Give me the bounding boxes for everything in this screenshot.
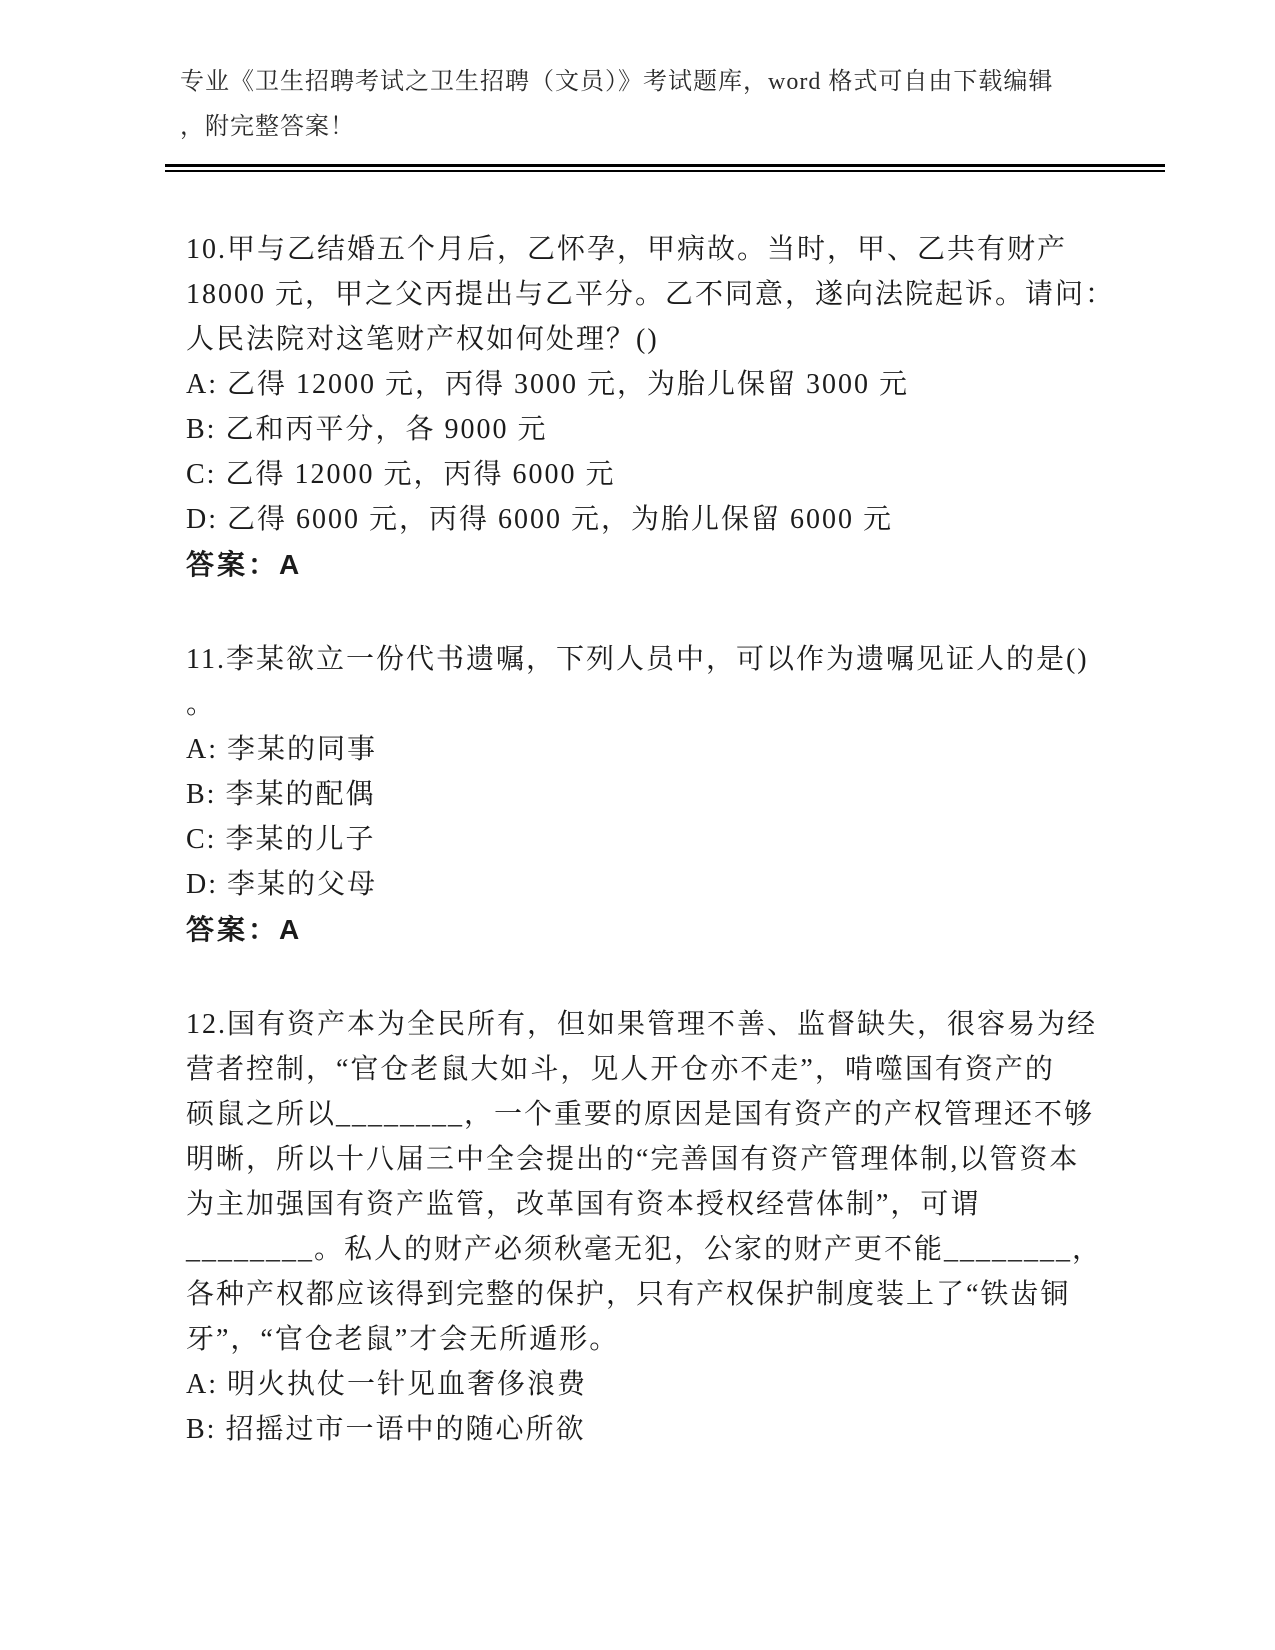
option-line-a: A: 李某的同事 [186,734,378,765]
question-text-line: 12.国有资产本为全民所有，但如果管理不善、监督缺失，很容易为经 [186,1009,1098,1040]
option-line-d: D: 李某的父母 [186,869,378,900]
question-text-line: 营者控制，“官仓老鼠大如斗，见人开仓亦不走”，啃噬国有资产的 [186,1054,1055,1085]
question-text-line: 各种产权都应该得到完整的保护，只有产权保护制度装上了“铁齿铜 [186,1279,1071,1310]
question-block-11 [186,637,1275,952]
question-text-line: 明晰，所以十八届三中全会提出的“完善国有资产管理体制,以管资本 [186,1144,1080,1175]
option-line-d: D: 乙得 6000 元，丙得 6000 元，为胎儿保留 6000 元 [186,504,894,535]
option-line-b: B: 招摇过市一语中的随心所欲 [186,1414,586,1445]
question-text-line: 。 [186,689,217,720]
question-block-12 [186,1002,1275,1452]
question-text-line: 硕鼠之所以________，一个重要的原因是国有资产的产权管理还不够 [186,1099,1095,1130]
questions-body [186,227,1275,1452]
question-block-10 [186,227,1275,587]
option-line-c: C: 李某的儿子 [186,824,376,855]
answer-line: 答案：A [186,549,303,580]
option-line-a: A: 乙得 12000 元，丙得 3000 元，为胎儿保留 3000 元 [186,369,910,400]
page-header [0,0,1275,150]
option-line-c: C: 乙得 12000 元，丙得 6000 元 [186,459,616,490]
question-text-line: 10.甲与乙结婚五个月后，乙怀孕，甲病故。当时，甲、乙共有财产 [186,234,1068,265]
option-line-b: B: 乙和丙平分，各 9000 元 [186,414,548,445]
question-text-line: 11.李某欲立一份代书遗嘱，下列人员中，可以作为遗嘱见证人的是() [186,644,1089,675]
question-text-line: 人民法院对这笔财产权如何处理？() [186,324,659,355]
option-line-a: A: 明火执仗一针见血奢侈浪费 [186,1369,588,1400]
header-divider-rule [165,164,1165,172]
header-text-line-1: 专业《卫生招聘考试之卫生招聘（文员）》考试题库，word 格式可自由下载编辑 [180,69,1054,95]
question-text-line: 18000 元，甲之父丙提出与乙平分。乙不同意，遂向法院起诉。请问： [186,279,1116,310]
question-text-line: ________。私人的财产必须秋毫无犯，公家的财产更不能________， [186,1234,1103,1265]
answer-line: 答案：A [186,914,303,945]
question-text-line: 牙”，“官仓老鼠”才会无所遁形。 [186,1324,620,1355]
question-text-line: 为主加强国有资产监管，改革国有资本授权经营体制”，可谓 [186,1189,981,1220]
header-text-line-2: ，附完整答案！ [180,114,355,140]
option-line-b: B: 李某的配偶 [186,779,376,810]
